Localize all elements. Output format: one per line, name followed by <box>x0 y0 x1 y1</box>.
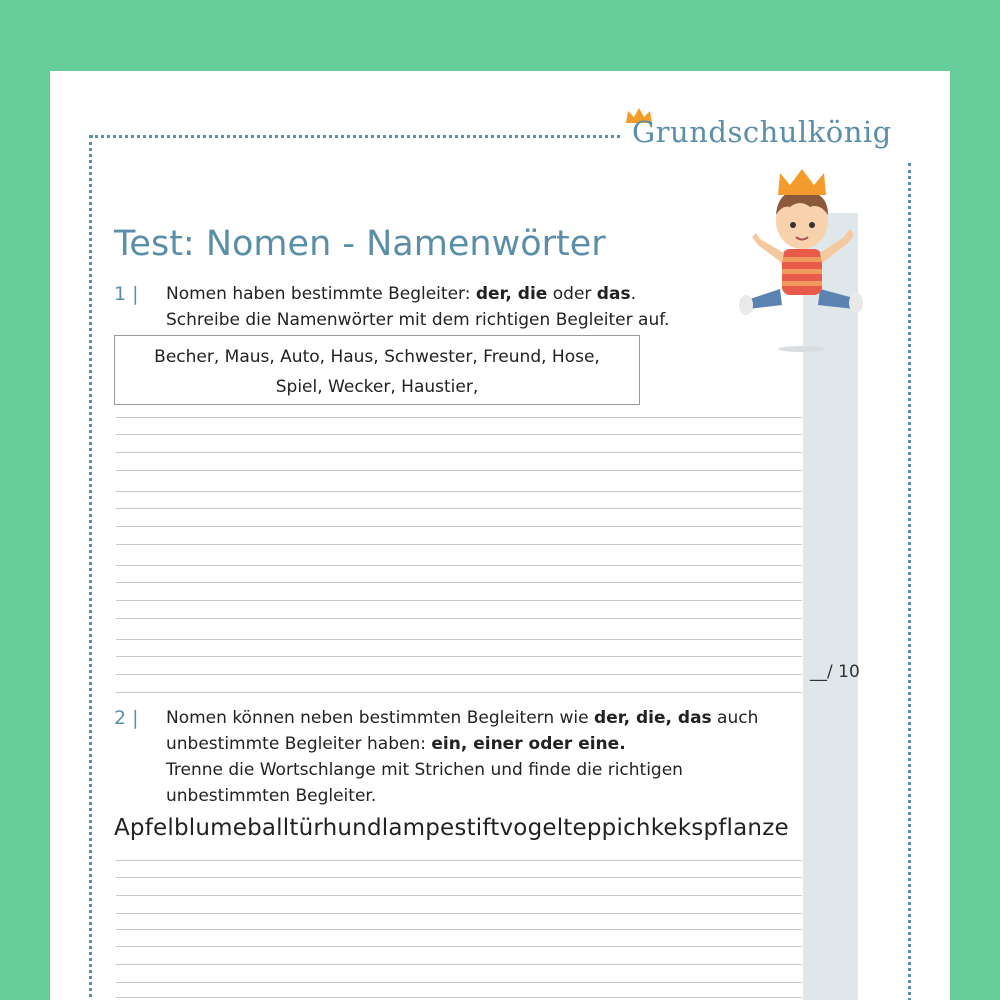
writing-lines[interactable] <box>116 860 802 914</box>
task-1-bold: der, die <box>475 284 548 304</box>
task-1-number: 1 | <box>114 283 139 305</box>
task-2-number: 2 | <box>114 707 139 729</box>
task-1-instruction-line-2: Schreibe die Namenwörter mit dem richtigen Begleiter auf. <box>166 310 670 330</box>
writing-lines[interactable] <box>116 639 802 693</box>
task-2-instruction-line-4: unbestimmten Begleiter. <box>166 786 377 806</box>
task-2-bold: der, die, das <box>594 708 712 728</box>
task-2-instruction-line-2 <box>166 731 626 757</box>
task-2-instruction-line-3: Trenne die Wortschlange mit Strichen und finde die richtigen <box>166 760 683 780</box>
task-1-instruction-line-1 <box>166 281 636 307</box>
word-list-line-2: Spiel, Wecker, Haustier, <box>275 377 479 397</box>
score-field: __/ 10 <box>810 662 860 682</box>
brand-logo: Grundschulkönig <box>632 115 892 149</box>
word-box <box>114 335 640 405</box>
task-1-text: Nomen haben bestimmte Begleiter: <box>166 284 476 304</box>
dotted-frame-right <box>908 163 911 1000</box>
dotted-frame-left <box>89 135 92 1000</box>
task-2-text: Nomen können neben bestimmten Begleitern wie <box>166 708 595 728</box>
page-title: Test: Nomen - Namenwörter <box>114 224 606 264</box>
writing-lines[interactable] <box>116 417 802 471</box>
task-1-text-mid: oder <box>547 284 597 304</box>
task-1-text-end: . <box>630 284 636 304</box>
task-1-bold-2: das <box>596 284 631 304</box>
worksheet-page <box>50 71 950 1000</box>
task-2-text-2: unbestimmte Begleiter haben: <box>166 734 432 754</box>
task-2-instruction-line-1 <box>166 705 758 731</box>
writing-lines[interactable] <box>116 929 802 983</box>
boy-illustration <box>730 149 870 359</box>
task-2-bold-2: ein, einer oder eine. <box>431 734 626 754</box>
word-snake: Apfelblumeballtürhundlampestiftvogelteppichkekspflanze <box>114 815 789 841</box>
writing-lines[interactable] <box>116 565 802 619</box>
writing-lines[interactable] <box>116 491 802 545</box>
task-2-text-end: auch <box>711 708 759 728</box>
word-list-line-1: Becher, Maus, Auto, Haus, Schwester, Freund, Hose, <box>154 347 600 367</box>
dotted-frame-top <box>90 135 620 138</box>
